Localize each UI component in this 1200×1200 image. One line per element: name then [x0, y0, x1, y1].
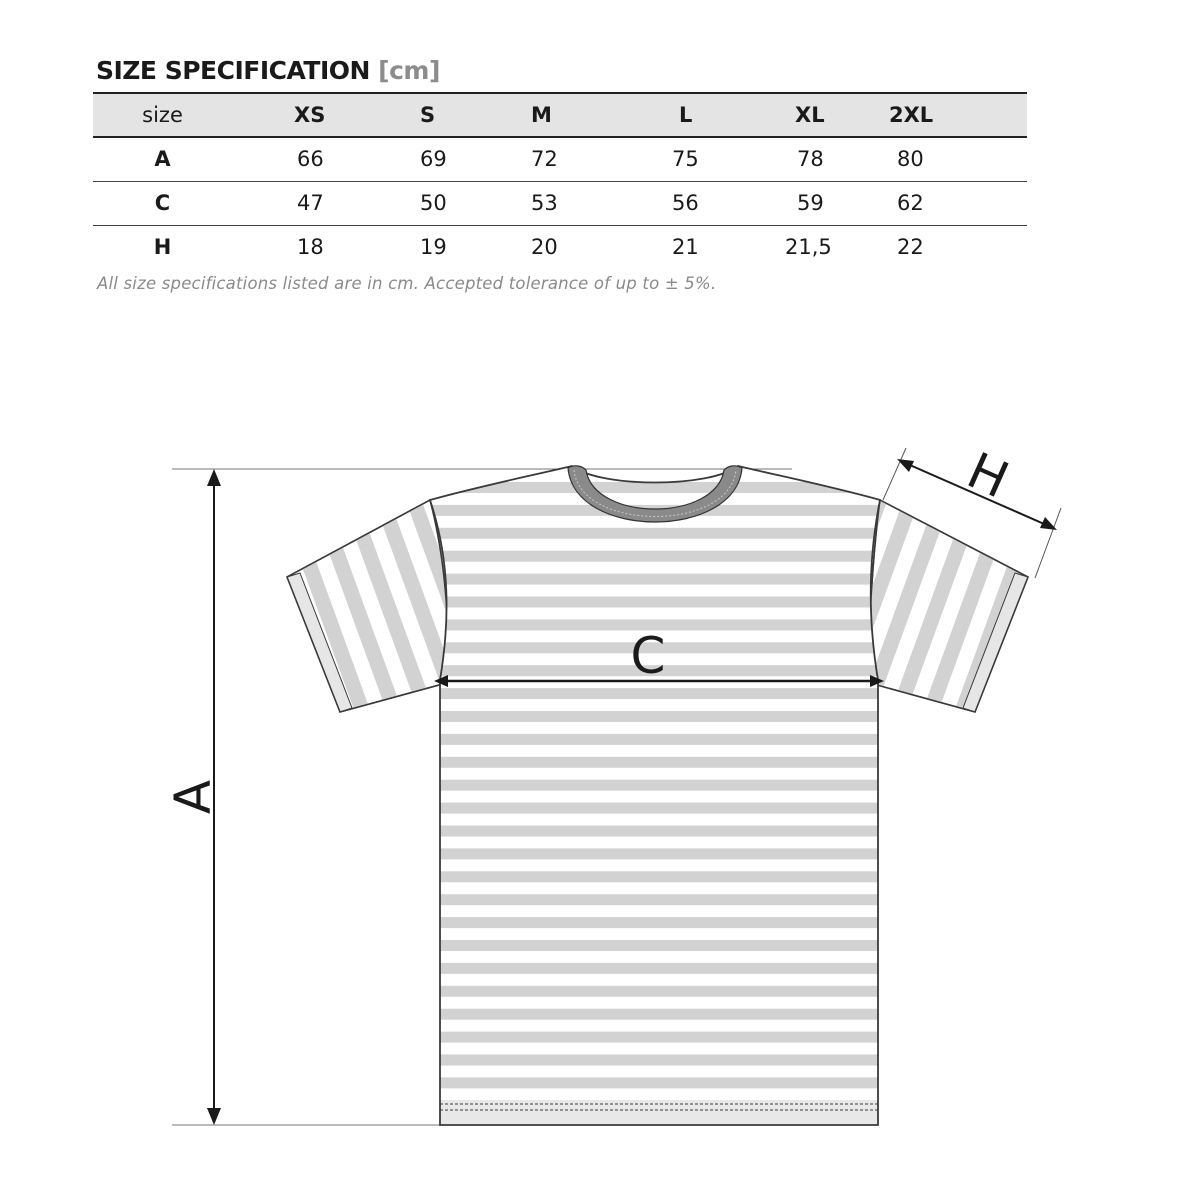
row-label-a: A: [93, 137, 240, 181]
size-header-xs: XS: [240, 93, 380, 137]
table-cell: 18: [297, 235, 324, 260]
row-label-c: C: [93, 181, 240, 225]
table-cell: 47: [240, 181, 380, 225]
table-cell: 75: [637, 137, 737, 181]
size-header-s: S: [380, 93, 497, 137]
size-column-header: size: [93, 93, 240, 137]
table-cell: 62: [889, 181, 979, 225]
dimension-label-h: H: [958, 441, 1017, 510]
table-cell: 50: [380, 181, 497, 225]
table-cell: 53: [497, 181, 637, 225]
table-cell: 19: [420, 235, 447, 260]
table-cell: 56: [637, 181, 737, 225]
table-cell: 66: [240, 137, 380, 181]
table-cell: 69: [380, 137, 497, 181]
tshirt-body: [420, 466, 890, 1125]
title-unit: [cm]: [378, 56, 440, 85]
left-sleeve: [287, 500, 450, 712]
size-header-m: M: [497, 93, 637, 137]
row-label-h: H: [153, 235, 172, 260]
table-cell: 21: [672, 235, 699, 260]
table-cell: 59: [737, 181, 889, 225]
table-cell: 80: [889, 137, 979, 181]
table-cell: 20: [531, 235, 558, 260]
table-cell: 22: [897, 235, 924, 260]
table-cell: 21,5: [785, 235, 832, 260]
dimension-label-a: A: [164, 779, 222, 815]
size-header-l: L: [637, 93, 737, 137]
right-sleeve: [866, 500, 1028, 712]
size-header-xl: XL: [737, 93, 889, 137]
tolerance-note: All size specifications listed are in cm. Accepted tolerance of up to ± 5%.: [97, 274, 717, 293]
dimension-label-c: C: [630, 627, 666, 685]
table-cell: 72: [497, 137, 637, 181]
table-cell: 78: [737, 137, 889, 181]
title-main: SIZE SPECIFICATION: [96, 56, 370, 85]
size-header-2xl: 2XL: [889, 93, 979, 137]
